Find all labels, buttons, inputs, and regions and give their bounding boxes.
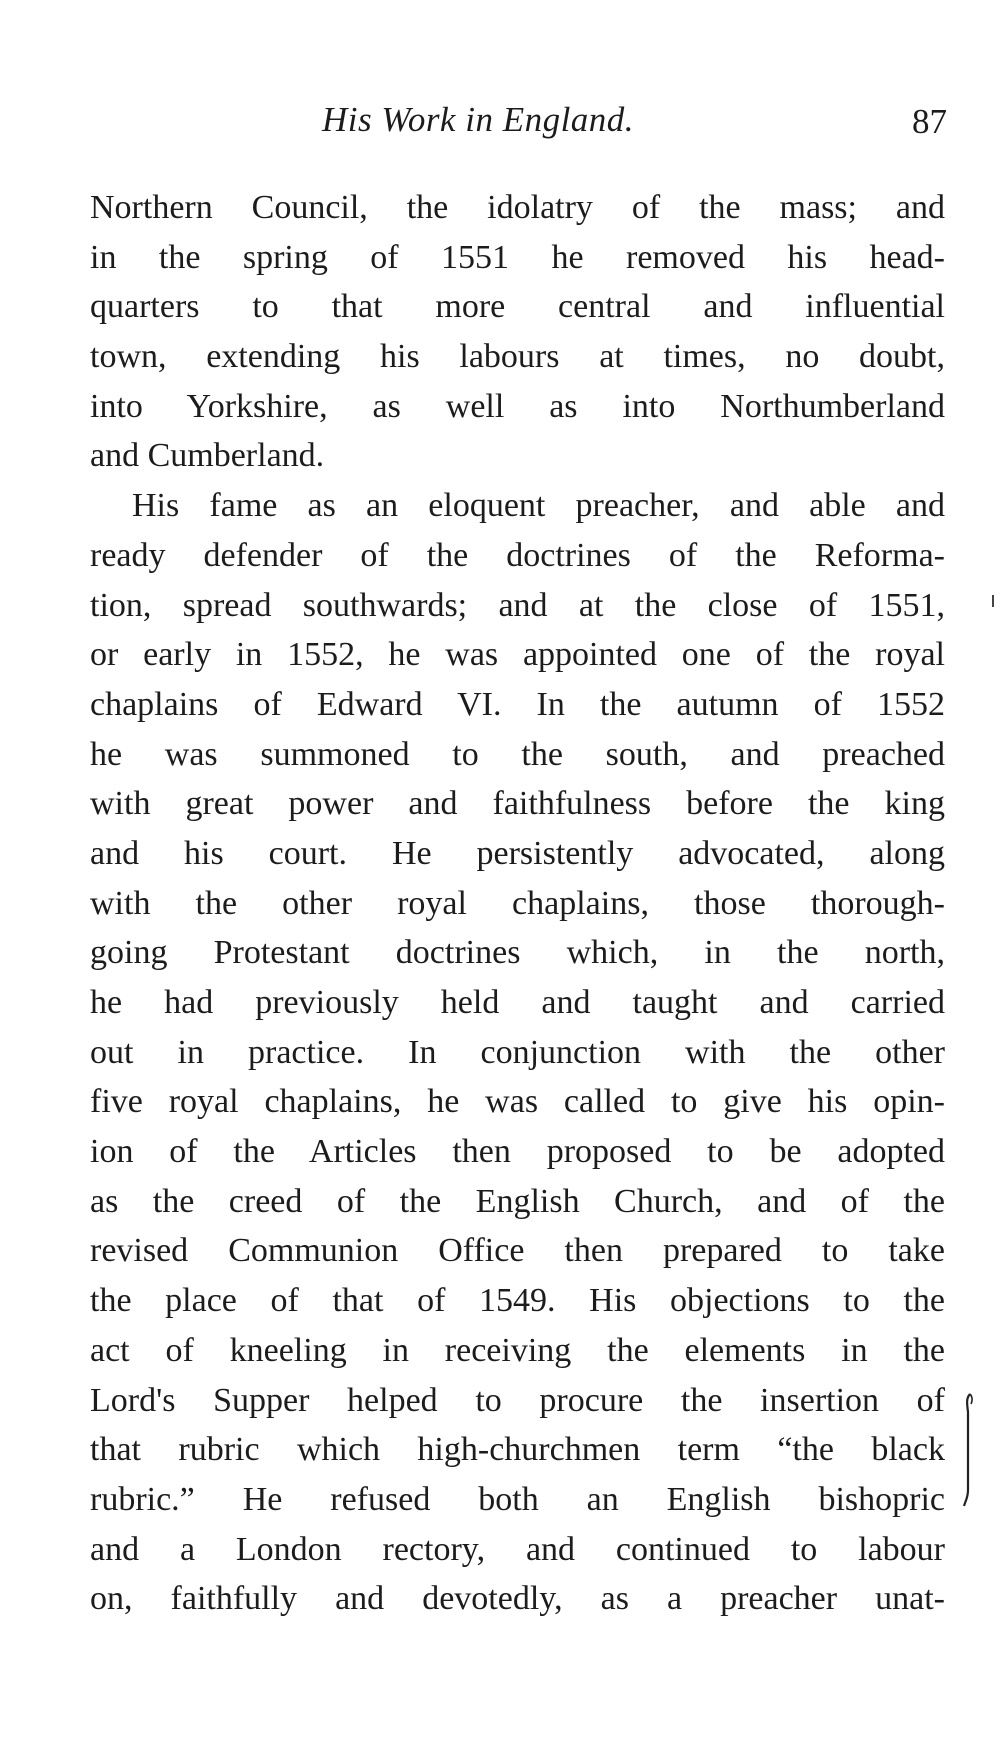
text-line: out in practice. In conjunction with the other xyxy=(90,1033,945,1071)
running-title: His Work in England. xyxy=(322,100,635,139)
text-line: into Yorkshire, as well as into Northumberland xyxy=(90,387,945,425)
text-line: and a London rectory, and continued to labour xyxy=(90,1530,945,1568)
text-line: in the spring of 1551 he removed his head- xyxy=(90,238,945,276)
paragraph-end-line: and Cumberland. xyxy=(90,437,325,475)
text-line: with the other royal chaplains, those thorough- xyxy=(90,884,945,922)
margin-speck xyxy=(992,595,994,607)
text-line: going Protestant doctrines which, in the north, xyxy=(90,934,945,972)
text-line: chaplains of Edward VI. In the autumn of 1552 xyxy=(90,685,945,723)
paragraph-start-line: His fame as an eloquent preacher, and able and xyxy=(132,487,945,525)
text-line: revised Communion Office then prepared to take xyxy=(90,1232,945,1270)
text-line: ready defender of the doctrines of the Reforma- xyxy=(90,536,945,574)
text-line: or early in 1552, he was appointed one of the royal xyxy=(90,636,945,674)
text-line: on, faithfully and devotedly, as a preacher unat- xyxy=(90,1580,945,1618)
text-line: town, extending his labours at times, no doubt, xyxy=(90,338,945,376)
text-line: five royal chaplains, he was called to give his opin- xyxy=(90,1083,945,1121)
text-line: quarters to that more central and influential xyxy=(90,288,945,326)
text-line: the place of that of 1549. His objections to the xyxy=(90,1282,945,1320)
text-line: tion, spread southwards; and at the close of 1551, xyxy=(90,586,945,624)
text-line: he was summoned to the south, and preached xyxy=(90,735,945,773)
body-text xyxy=(90,183,945,1624)
text-line: ion of the Articles then proposed to be adopted xyxy=(90,1133,945,1171)
margin-bracket-mark xyxy=(962,1390,976,1510)
running-head xyxy=(0,100,1000,150)
text-line: act of kneeling in receiving the elements in the xyxy=(90,1331,945,1369)
text-line: he had previously held and taught and carried xyxy=(90,984,945,1021)
text-line: rubric.” He refused both an English bishopric xyxy=(90,1480,945,1518)
text-line: as the creed of the English Church, and of the xyxy=(90,1182,945,1220)
text-line: Northern Council, the idolatry of the mass; and xyxy=(90,189,945,226)
text-line: and his court. He persistently advocated, along xyxy=(90,834,945,872)
page-number: 87 xyxy=(912,102,947,141)
text-line: Lord's Supper helped to procure the insertion of xyxy=(90,1381,945,1419)
text-line: that rubric which high-churchmen term “the black xyxy=(90,1431,945,1469)
text-line: with great power and faithfulness before the king xyxy=(90,785,945,823)
